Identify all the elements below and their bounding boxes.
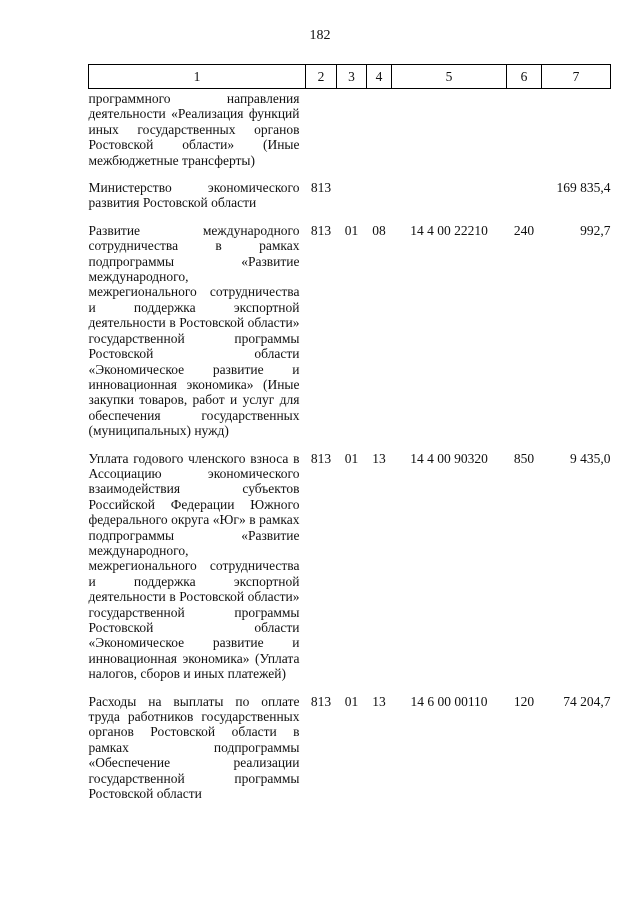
row-ved: 813	[310, 450, 332, 466]
row-description: Министерство экономического развития Ростовской области	[88, 180, 300, 211]
row-pr	[367, 89, 392, 181]
header-col-6: 6	[507, 65, 542, 89]
table-header-row	[89, 65, 611, 89]
row-rz: 01	[344, 450, 359, 466]
row-sum: 74 204,7	[563, 693, 611, 709]
row-rz	[337, 89, 367, 181]
row-csr	[392, 180, 507, 223]
row-vr: 240	[513, 222, 535, 238]
row-sum: 169 835,4	[556, 180, 611, 196]
row-vr: 850	[513, 450, 535, 466]
row-rz: 01	[344, 222, 359, 238]
row-sum: 9 435,0	[570, 450, 611, 466]
row-sum	[542, 89, 611, 181]
budget-table	[88, 64, 611, 813]
header-col-5: 5	[392, 65, 507, 89]
row-description: программного направления деятельности «Реализация функций иных государственных органов Ростовской области» (Иные межбюджетные трансферты)	[88, 91, 300, 168]
row-sum: 992,7	[580, 222, 611, 238]
page-number: 182	[309, 28, 331, 43]
header-col-3: 3	[337, 65, 367, 89]
row-pr: 13	[372, 693, 386, 709]
header-col-7: 7	[542, 65, 611, 89]
header-col-1: 1	[89, 65, 306, 89]
row-vr	[507, 180, 542, 223]
row-csr: 14 4 00 90320	[410, 450, 488, 466]
row-ved: 813	[310, 693, 332, 709]
row-ved: 813	[310, 222, 332, 238]
row-description: Расходы на выплаты по оплате труда работников государственных органов Ростовской области в рамках подпрограммы «Обеспечение реализации государственной программы Ростовской области	[88, 693, 300, 802]
table-row	[89, 180, 611, 223]
row-vr: 120	[513, 693, 535, 709]
row-csr: 14 4 00 22210	[410, 222, 488, 238]
row-rz	[337, 180, 367, 223]
row-pr	[367, 180, 392, 223]
row-ved	[306, 89, 337, 181]
row-csr: 14 6 00 00110	[410, 693, 488, 709]
row-description: Развитие международного сотрудничества в рамках подпрограммы «Развитие международного, межрегионального сотрудничества и поддержка экспортной деятельности в Ростовской области» государственной программы Ростовской области «Экономическое развитие и инновационная экономика» (Иные закупки товаров, работ и услуг для обеспечения государственных (муниципальных) нужд)	[88, 222, 300, 439]
header-col-4: 4	[367, 65, 392, 89]
table-row	[89, 694, 611, 814]
row-description: Уплата годового членского взноса в Ассоциацию экономического взаимодействия субъектов Российской Федерации Южного федерального округа «Юг» в рамках подпрограммы «Развитие международного, межрегионального сотрудничества и поддержка экспортной деятельности в Ростовской области» государственной программы Ростовской области «Экономическое развитие и инновационная экономика» (Уплата налогов, сборов и иных платежей)	[88, 450, 300, 682]
table-row	[89, 89, 611, 181]
row-rz: 01	[344, 693, 359, 709]
row-ved: 813	[310, 180, 332, 196]
row-vr	[507, 89, 542, 181]
table-row	[89, 223, 611, 451]
row-pr: 13	[372, 450, 386, 466]
table-row	[89, 451, 611, 694]
header-col-2: 2	[306, 65, 337, 89]
row-csr	[392, 89, 507, 181]
row-pr: 08	[372, 222, 386, 238]
